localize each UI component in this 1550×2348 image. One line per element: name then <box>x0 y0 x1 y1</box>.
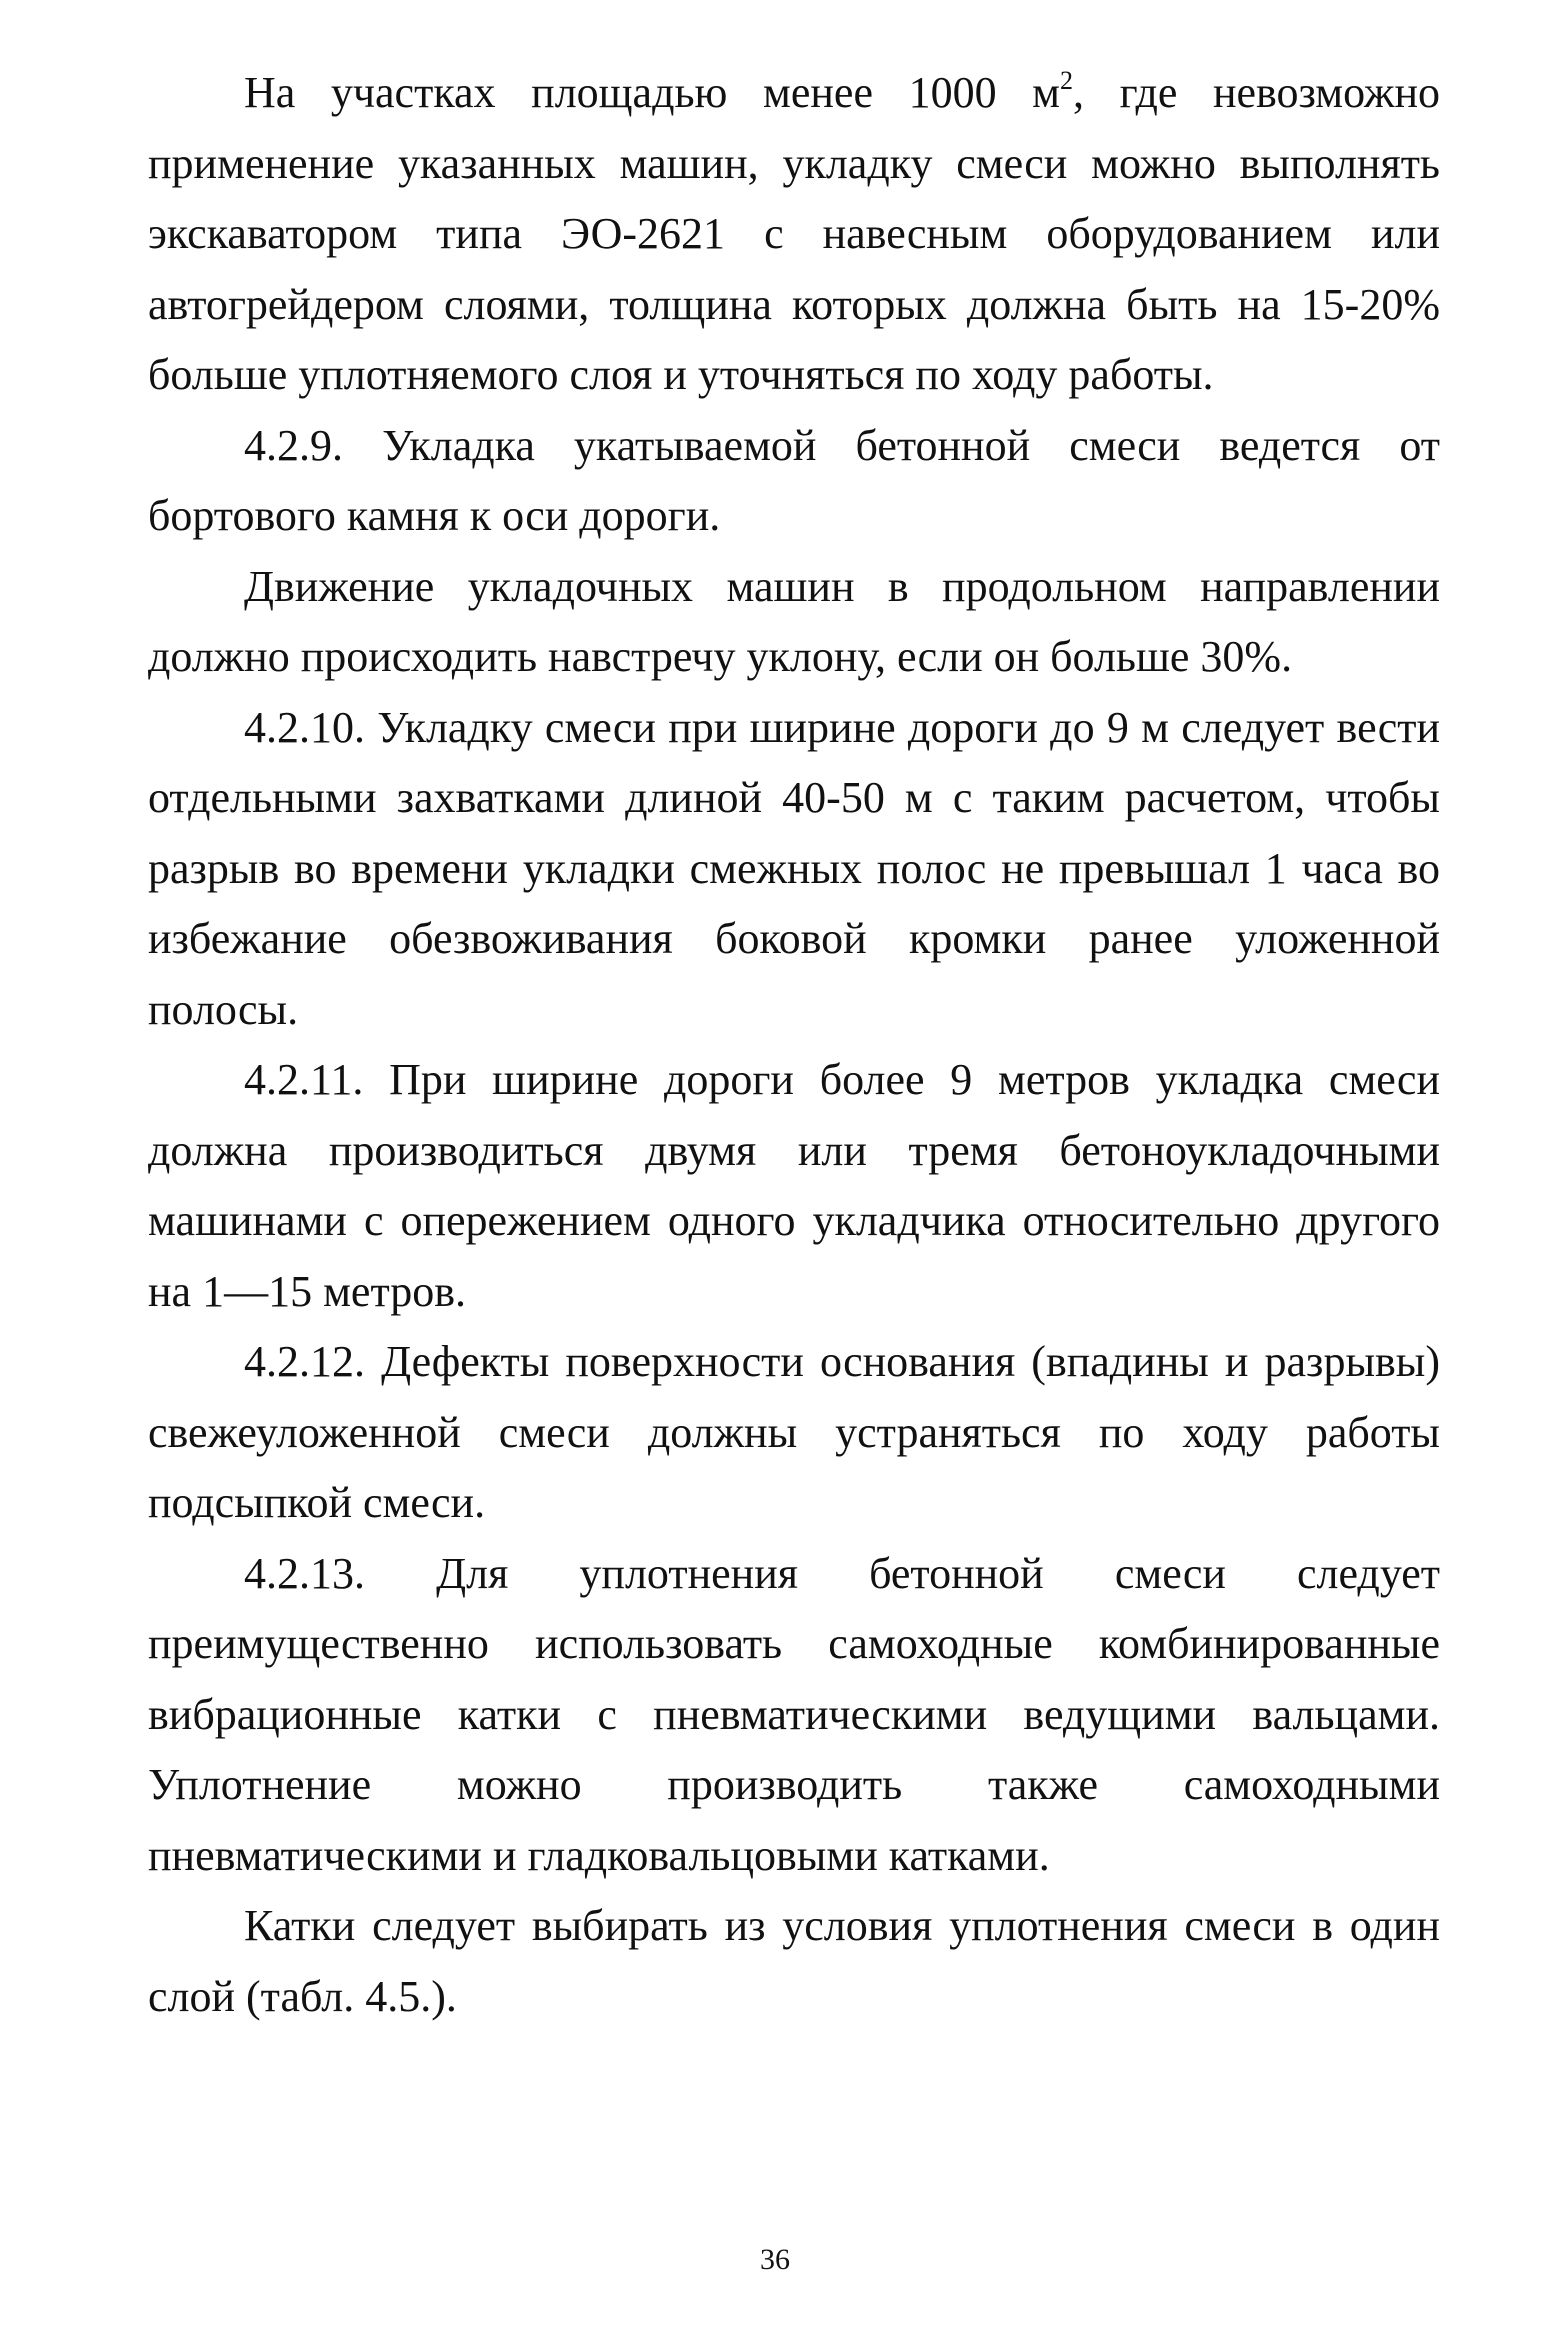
paragraph-movement: Движение укладочных машин в продольном направлении должно происходить навстречу уклону, если он больше 30%. <box>148 561 1440 681</box>
paragraph-4-2-9: 4.2.9. Укладка укатываемой бетонной смеси ведется от бортового камня к оси дороги. <box>148 420 1440 540</box>
page-number: 36 <box>760 2243 790 2276</box>
paragraph-rollers: Катки следует выбирать из условия уплотнения смеси в один слой (табл. 4.5.). <box>148 1901 1440 2021</box>
paragraph-4-2-13: 4.2.13. Для уплотнения бетонной смеси следует преимущественно использовать самоходные комбинированные вибрационные катки с пневматическими ведущими вальцами. Уплотнение можно производить также самоходными пневматическими и гладковальцовыми катками. <box>148 1548 1440 1880</box>
paragraph-4-2-10: 4.2.10. Укладку смеси при ширине дороги до 9 м следует вести отдельными захватками длиной 40-50 м с таким расчетом, чтобы разрыв во времени укладки смежных полос не превышал 1 часа во избежание обезвоживания боковой кромки ранее уложенной полосы. <box>148 702 1440 1034</box>
body-text <box>148 58 1440 2032</box>
paragraph-4-2-12: 4.2.12. Дефекты поверхности основания (впадины и разрывы) свежеуложенной смеси должны устраняться по ходу работы подсыпкой смеси. <box>148 1337 1440 1527</box>
superscript-2: 2 <box>1060 66 1074 95</box>
paragraph-1-text-start: На участках площадью менее 1000 м <box>244 68 1061 117</box>
paragraph-1-text-end: , где невозможно применение указанных машин, укладку смеси можно выполнять экскаватором типа ЭО-2621 с навесным оборудованием или автогрейдером слоями, толщина которых должна быть на 15-20% больше уплотняемого слоя и уточняться по ходу работы. <box>148 68 1440 399</box>
paragraph-1 <box>148 58 1440 411</box>
paragraph-4-2-11: 4.2.11. При ширине дороги более 9 метров укладка смеси должна производиться двумя или тремя бетоноукладочными машинами с опережением одного укладчика относительно другого на 1—15 метров. <box>148 1055 1440 1316</box>
